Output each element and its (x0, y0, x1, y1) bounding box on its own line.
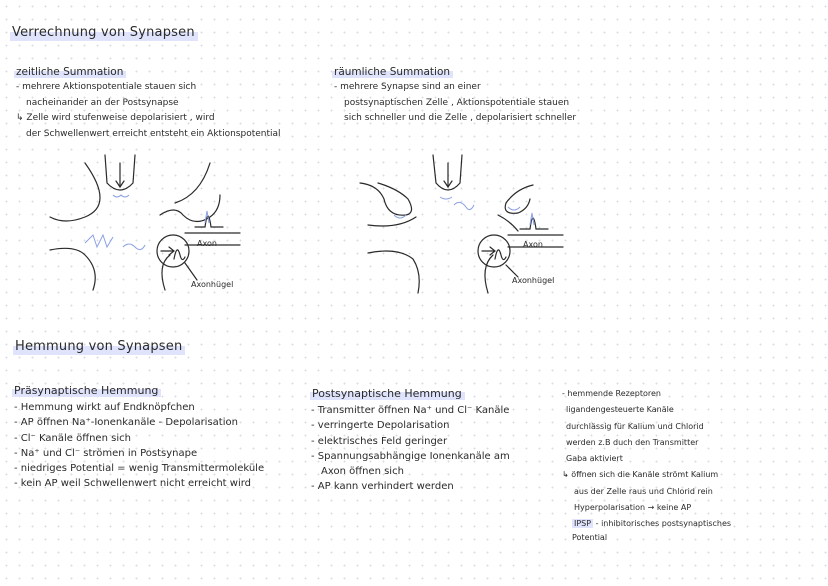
text-line: - mehrere Synapse sind an einer (334, 82, 481, 92)
text-line: - kein AP weil Schwellenwert nicht erreicht wird (14, 478, 252, 490)
text-line: der Schwellenwert erreicht entsteht ein Aktionspotential (26, 128, 281, 139)
hemmende-rezeptoren-text (562, 386, 731, 543)
text-line: - hemmende Rezeptoren (562, 389, 661, 398)
ipsp-definition: - inhibitorisches postsynaptisches (595, 519, 732, 529)
text-line: postsynaptischen Zelle , Aktionspotentiale stauen (344, 97, 570, 108)
text-line: durchlässig für Kalium und Chlorid (566, 421, 704, 431)
text-line: - niedriges Potential = wenig Transmittermoleküle (14, 463, 265, 475)
neuron-diagram-spatial (358, 155, 588, 295)
text-line: - Hemmung wirkt auf Endknöpfchen (14, 402, 195, 413)
text-line: Hyperpolarisation → keine AP (574, 503, 692, 513)
zeitliche-summation-text (16, 80, 281, 142)
text-line: ligandengesteuerte Kanäle (566, 405, 674, 415)
title-zeitliche-summation: zeitliche Summation (14, 66, 126, 78)
text-line: sich schneller und die Zelle , depolarisiert schneller (344, 113, 577, 123)
text-line: Gaba aktiviert (566, 454, 623, 464)
title-praesynaptische-hemmung: Präsynaptische Hemmung (12, 384, 161, 397)
label-axon: Axon (197, 239, 217, 248)
text-line: nacheinander an der Postsynapse (26, 97, 179, 108)
text-line: Potential (572, 532, 608, 542)
text-line: - verringerte Depolarisation (311, 420, 450, 432)
label-axonhuegel: Axonhügel (512, 276, 555, 285)
text-line: - mehrere Aktionspotentiale stauen sich (16, 82, 197, 92)
ipsp-tag: IPSP (574, 519, 592, 529)
postsynaptische-hemmung-text (311, 403, 510, 495)
label-axonhuegel: Axonhügel (191, 280, 234, 289)
praesynaptische-hemmung-text (14, 400, 264, 492)
ipsp-line (562, 516, 731, 532)
title-verrechnung: Verrechnung von Synapsen (10, 25, 198, 41)
text-line: - AP kann verhindert werden (311, 481, 454, 493)
text-line: Axon öffnen sich (321, 466, 404, 478)
text-line: werden z.B duch den Transmitter (566, 437, 699, 447)
text-line: - Na⁺ und Cl⁻ strömen in Postsynape (14, 447, 198, 459)
raeumliche-summation-text (334, 80, 576, 127)
text-line: - Transmitter öffnen Na⁺ und Cl⁻ Kanäle (311, 405, 510, 416)
label-axon: Axon (523, 240, 543, 249)
title-postsynaptische-hemmung: Postsynaptische Hemmung (310, 387, 465, 400)
text-line: - AP öffnen Na⁺-Ionenkanäle - Depolarisation (14, 417, 238, 429)
text-line: - Spannungsabhängige Ionenkanäle am (311, 450, 510, 462)
text-line: - Cl⁻ Kanäle öffnen sich (14, 432, 131, 444)
title-hemmung: Hemmung von Synapsen (13, 339, 185, 355)
text-line: ↳ öffnen sich die Kanäle strömt Kalium (562, 470, 719, 480)
title-raeumliche-summation: räumliche Summation (332, 66, 453, 78)
text-line: - elektrisches Feld geringer (311, 435, 448, 447)
text-line: ↳ Zelle wird stufenweise depolarisiert , wird (16, 113, 215, 123)
neuron-diagram-temporal (45, 155, 265, 295)
text-line: aus der Zelle raus und Chlorid rein (574, 486, 713, 496)
